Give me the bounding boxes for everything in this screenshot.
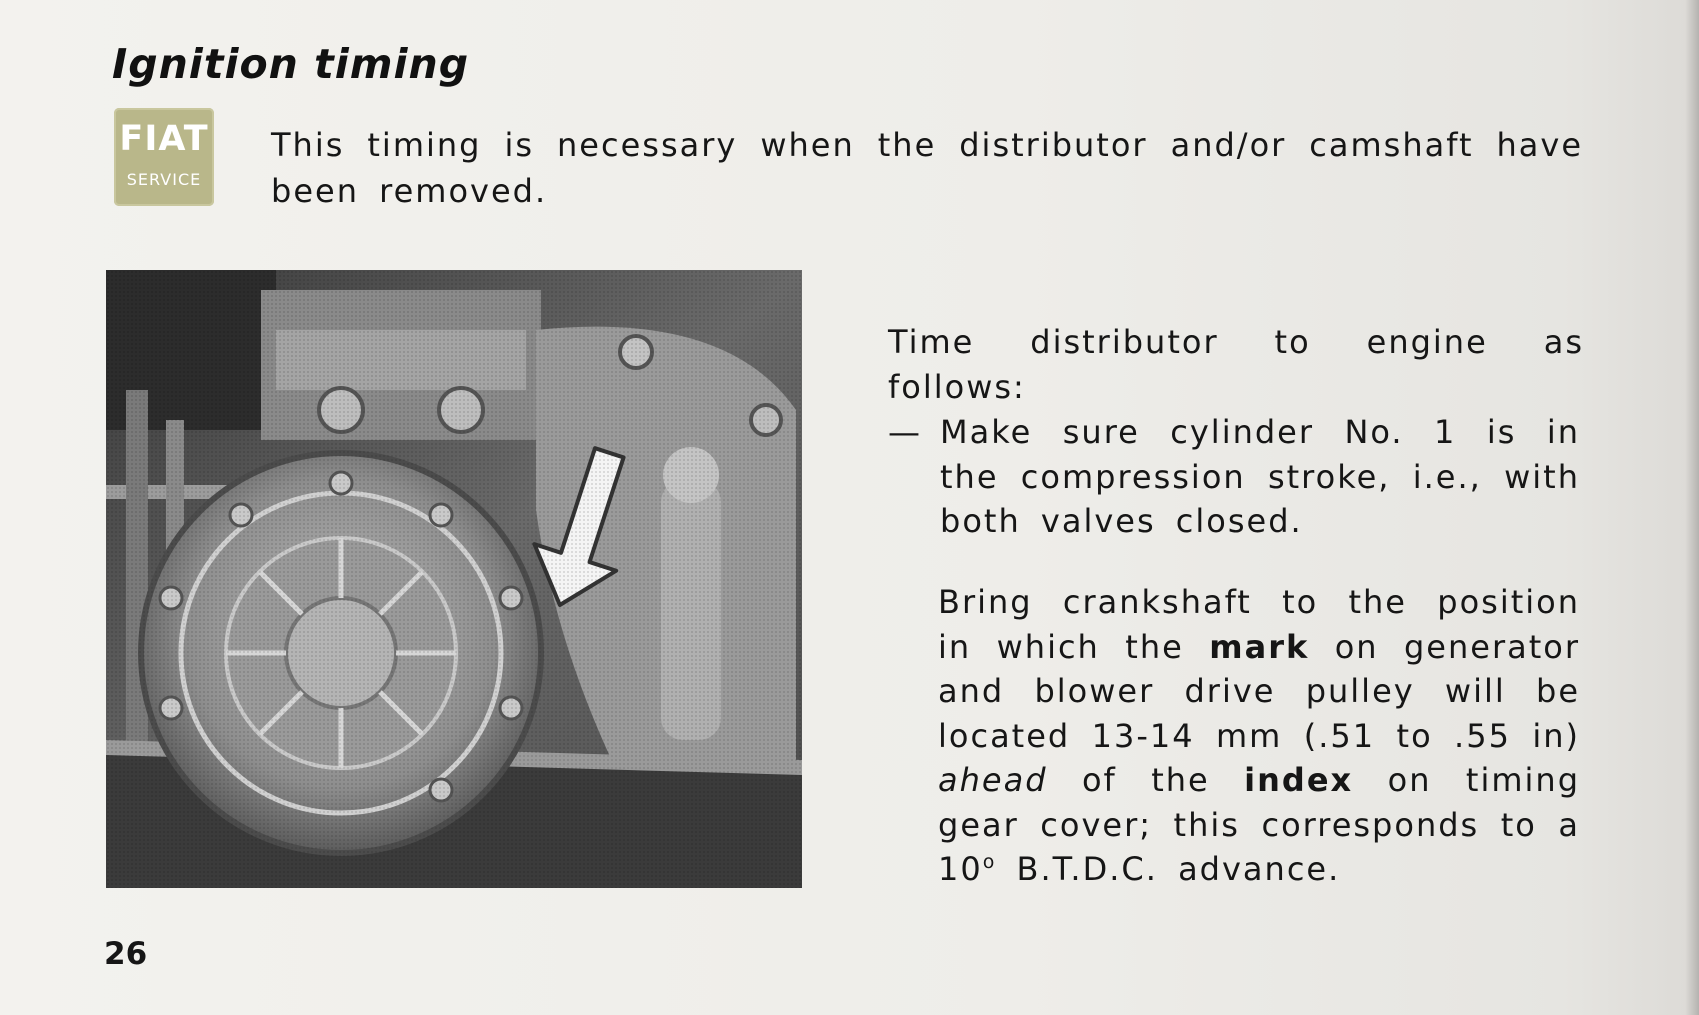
crank-text-part1: Bring crankshaft to the position in which the (938, 583, 1580, 666)
crank-text-mark: mark (1209, 627, 1310, 666)
crank-text-ahead: ahead (938, 761, 1048, 799)
crank-text-part3: of the (1047, 761, 1245, 799)
fiat-service-logo (114, 108, 214, 206)
engine-pulley-photo-with-arrow (106, 270, 802, 888)
page-number: 26 (104, 936, 148, 972)
fiat-logo-subtitle: SERVICE (126, 170, 202, 189)
crank-text-index: index (1244, 761, 1354, 799)
crankshaft-instruction (938, 580, 1580, 892)
fiat-logo-brand: FIAT (119, 119, 209, 159)
intro-paragraph: This timing is necessary when the distributor and/or camshaft have been removed. (271, 126, 1583, 210)
page-title: Ignition timing (112, 40, 470, 88)
crank-text-part4: on timing gear cover; this corresponds to a 10 (938, 761, 1580, 888)
engine-photo (106, 270, 802, 888)
crank-text-part5: B.T.D.C. advance. (996, 850, 1341, 888)
bullet-step-text: Make sure cylinder No. 1 is in the compression stroke, i.e., with both valves closed. (940, 413, 1580, 540)
degree-symbol: o (982, 851, 997, 873)
instructions-lead: Time distributor to engine as follows: (888, 323, 1584, 406)
page-edge-shadow (1685, 0, 1699, 1015)
bullet-dash: — (888, 413, 920, 451)
crank-text-part2: on generator and blower drive pulley will be located 13-14 mm (.51 to .55 in) (938, 627, 1581, 755)
